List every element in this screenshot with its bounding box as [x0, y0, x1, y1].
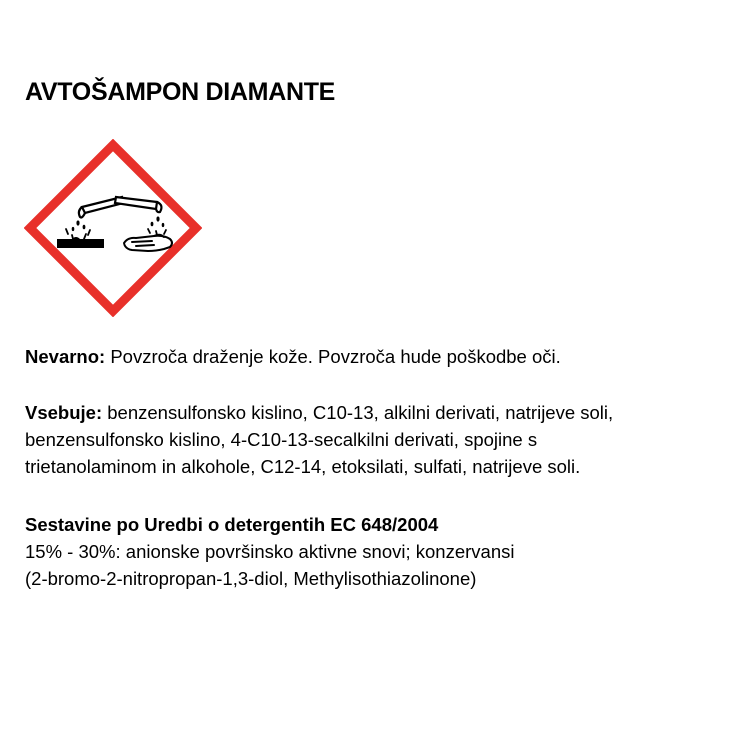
- ingredients-statement: [25, 511, 735, 592]
- contains-line-1: Vsebuje: benzensulfonsko kislino, C10-13, alkilni derivati, natrijeve soli,: [25, 402, 614, 423]
- contains-line-2: benzensulfonsko kislino, 4-C10-13-secalkilni derivati, spojine s: [25, 429, 538, 450]
- ingredients-heading: Sestavine po Uredbi o detergentih EC 648/2004: [25, 514, 439, 535]
- pictogram-border: [30, 145, 196, 311]
- contains-label: Vsebuje:: [25, 402, 103, 423]
- contains-line-3: trietanolaminom in alkohole, C12-14, etoksilati, sulfati, natrijeve soli.: [25, 456, 581, 477]
- hazard-statement: [25, 343, 735, 370]
- hazard-text: Povzroča draženje kože. Povzroča hude poškodbe oči.: [105, 346, 561, 367]
- ingredients-line-1: 15% - 30%: anionske površinsko aktivne snovi; konzervansi: [25, 541, 515, 562]
- product-title: AVTOŠAMPON DIAMANTE: [25, 78, 336, 106]
- contains-statement: [25, 399, 735, 480]
- corroded-hand: [124, 235, 172, 251]
- ghs05-corrosion-icon: [24, 139, 202, 317]
- hazard-label: Nevarno:: [25, 346, 106, 367]
- ingredients-line-2: (2-bromo-2-nitropropan-1,3-diol, Methylisothiazolinone): [25, 568, 477, 589]
